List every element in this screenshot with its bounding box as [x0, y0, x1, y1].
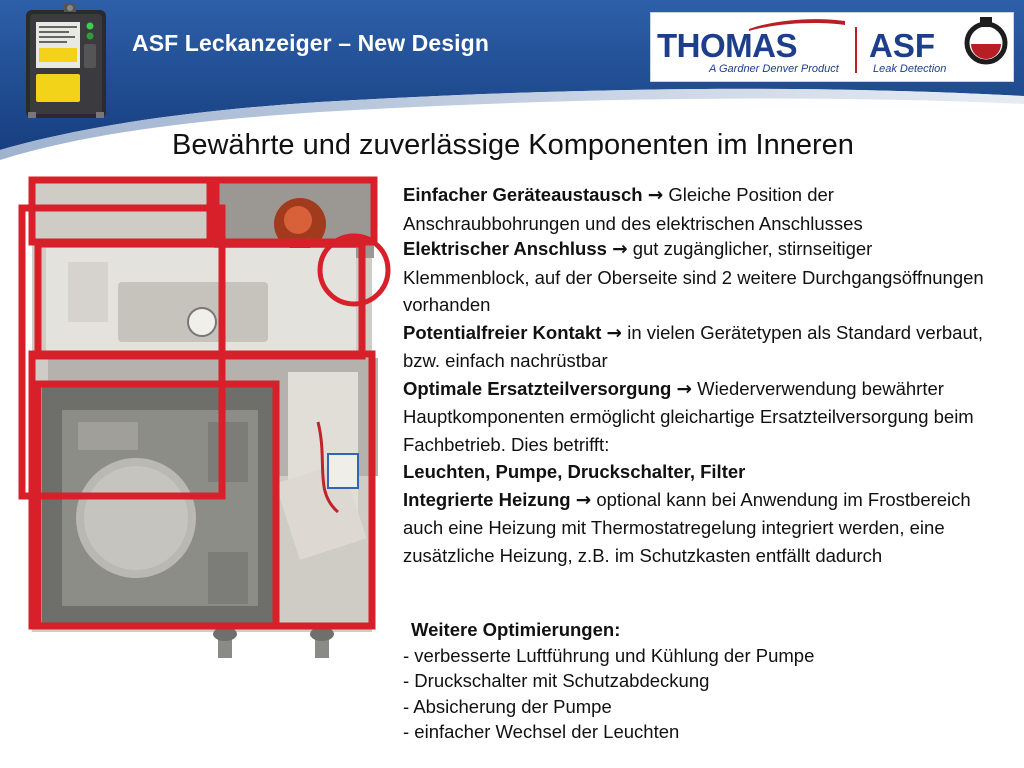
feature-text: Wiederverwendung bewährter Hauptkomponenten ermöglicht gleichartige Ersatzteilversorgung beim Fachbetrieb. Dies betrifft:: [403, 377, 974, 455]
logo-asf: ASF: [869, 27, 935, 64]
feature-item: [403, 235, 1003, 319]
arrow-right-icon: →: [606, 322, 623, 344]
spare-parts-list: Leuchten, Pumpe, Druckschalter, Filter: [403, 461, 746, 482]
leak-detection-mark-icon: [963, 17, 1009, 67]
feature-list: [403, 181, 1003, 569]
arrow-right-icon: →: [676, 378, 692, 400]
feature-item: [403, 375, 1003, 459]
feature-item: [403, 486, 1003, 570]
optimization-item: - Absicherung der Pumpe: [403, 695, 612, 717]
device-thumbnail: [22, 4, 112, 122]
arrow-right-icon: →: [575, 489, 592, 511]
optimization-item: - einfacher Wechsel der Leuchten: [403, 721, 680, 742]
further-optimizations-title: Weitere Optimierungen:: [411, 619, 621, 640]
feature-item: [403, 319, 1003, 375]
feature-heading: Elektrischer Anschluss: [403, 238, 607, 259]
feature-heading: Integrierte Heizung: [403, 488, 571, 510]
optimization-item: - verbesserte Luftführung und Kühlung der Pumpe: [403, 644, 815, 666]
logo-thomas-tagline: A Gardner Denver Product: [709, 63, 839, 75]
arrow-right-icon: →: [647, 185, 664, 206]
feature-text: Gleiche Position der Anschraubbohrungen und des elektrischen Anschlusses: [403, 184, 863, 234]
company-logo: [650, 12, 1014, 82]
feature-heading: Potentialfreier Kontakt: [403, 321, 602, 343]
optimization-item: - Druckschalter mit Schutzabdeckung: [403, 670, 710, 691]
feature-text: optional kann bei Anwendung im Frostbereich auch eine Heizung mit Thermostatregelung integriert werden, eine zusätzliche Heizung, z.B. im Schutzkasten entfällt dadurch: [403, 488, 971, 566]
slide-title: Bewährte und zuverlässige Komponenten im Inneren: [172, 129, 854, 161]
logo-thomas: THOMAS: [657, 27, 797, 64]
further-optimizations: [403, 617, 1003, 745]
feature-text: in vielen Gerätetypen als Standard verbaut, bzw. einfach nachrüstbar: [403, 321, 984, 371]
logo-asf-tagline: Leak Detection: [873, 63, 947, 75]
arrow-right-icon: →: [612, 239, 628, 260]
logo-divider: [855, 27, 857, 73]
feature-item: [403, 181, 1003, 237]
feature-heading: Optimale Ersatzteilversorgung: [403, 377, 672, 399]
header-title: ASF Leckanzeiger – New Design: [132, 30, 489, 56]
feature-text: gut zugänglicher, stirnseitiger Klemmenblock, auf der Oberseite sind 2 weitere Durchgangsöffnungen vorhanden: [403, 238, 984, 315]
feature-heading: Einfacher Geräteaustausch: [403, 184, 643, 205]
device-interior-photo: [18, 172, 398, 672]
